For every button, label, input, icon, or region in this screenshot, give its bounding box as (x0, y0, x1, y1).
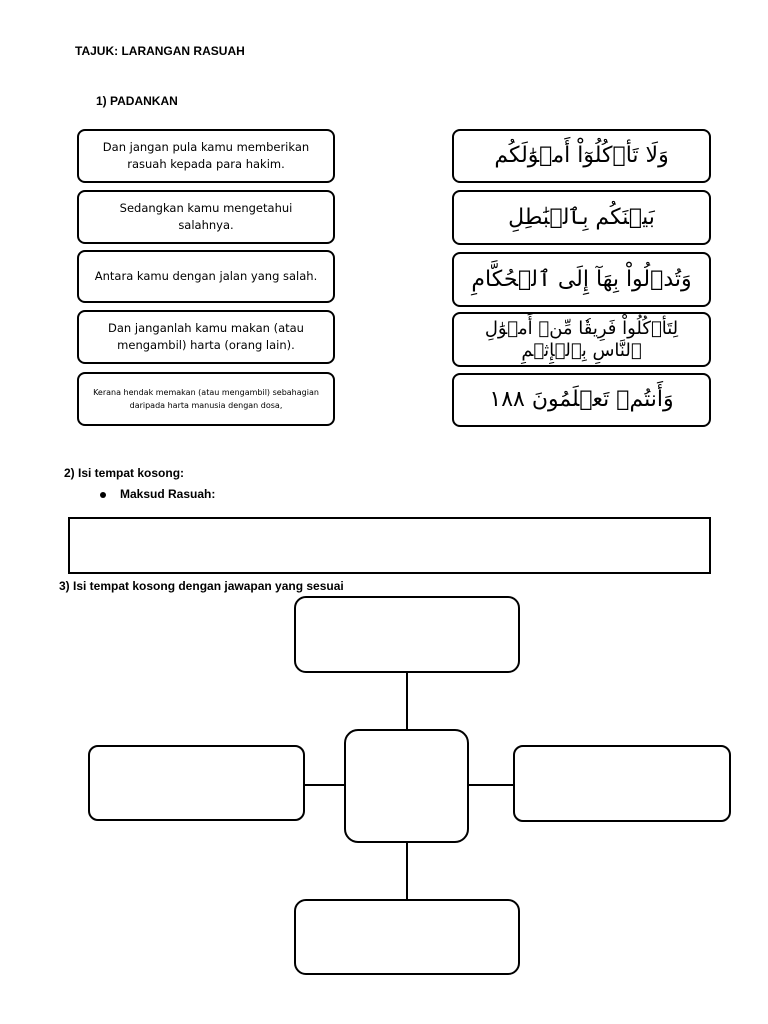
match-right-item-4[interactable] (452, 312, 711, 367)
match-left-item-1[interactable] (77, 129, 335, 183)
section3-label: 3) Isi tempat kosong dengan jawapan yang sesuai (59, 579, 344, 593)
connector-left (304, 784, 345, 786)
mindmap-center-box[interactable] (344, 729, 469, 843)
match-left-text-1: Dan jangan pula kamu memberikan rasuah kepada para hakim. (102, 140, 310, 171)
section1-label: 1) PADANKAN (96, 94, 178, 108)
mindmap-left-box[interactable] (88, 745, 305, 821)
match-right-item-5[interactable] (452, 373, 711, 427)
match-right-item-1[interactable] (452, 129, 711, 183)
match-left-item-2[interactable] (77, 190, 335, 244)
page-title: TAJUK: LARANGAN RASUAH (75, 44, 245, 58)
connector-right (469, 784, 514, 786)
mindmap-right-box[interactable] (513, 745, 731, 822)
mindmap-top-box[interactable] (294, 596, 520, 673)
match-right-text-1: وَلَا تَأۡكُلُوٓاْ أَمۡوَٰلَكُم (494, 143, 669, 168)
mindmap-bottom-box[interactable] (294, 899, 520, 975)
match-left-text-2: Sedangkan kamu mengetahui salahnya. (119, 201, 293, 232)
match-left-text-5: Kerana hendak memakan (atau mengambil) sebahagian daripada harta manusia dengan dosa, (93, 388, 319, 410)
match-left-item-3[interactable] (77, 250, 335, 303)
bullet-dot-icon (100, 492, 106, 498)
definition-prompt: Maksud Rasuah: (120, 487, 216, 501)
connector-bottom (406, 842, 408, 900)
match-left-text-3: Antara kamu dengan jalan yang salah. (94, 269, 318, 283)
match-right-text-2: بَيۡنَكُم بِٱلۡبَٰطِلِ (508, 204, 655, 230)
match-left-text-4: Dan janganlah kamu makan (atau mengambil) harta (orang lain). (108, 321, 304, 352)
definition-answer-box[interactable] (68, 517, 711, 574)
section2-label: 2) Isi tempat kosong: (64, 466, 185, 480)
match-right-text-3: وَتُدۡلُواْ بِهَآ إِلَى ٱلۡحُكَّامِ (471, 266, 692, 292)
match-left-item-5[interactable] (77, 372, 335, 426)
match-right-text-5: وَأَنتُمۡ تَعۡلَمُونَ ١٨٨ (489, 387, 674, 412)
definition-bullet (100, 487, 215, 501)
match-right-text-4: لِتَأۡكُلُواْ فَرِيقٗا مِّنۡ أَمۡوَٰلِ ٱلنَّاسِ بِٱلۡإِثۡمِ (484, 317, 679, 361)
match-left-item-4[interactable] (77, 310, 335, 364)
match-right-item-2[interactable] (452, 190, 711, 245)
connector-top (406, 672, 408, 730)
match-right-item-3[interactable] (452, 252, 711, 307)
